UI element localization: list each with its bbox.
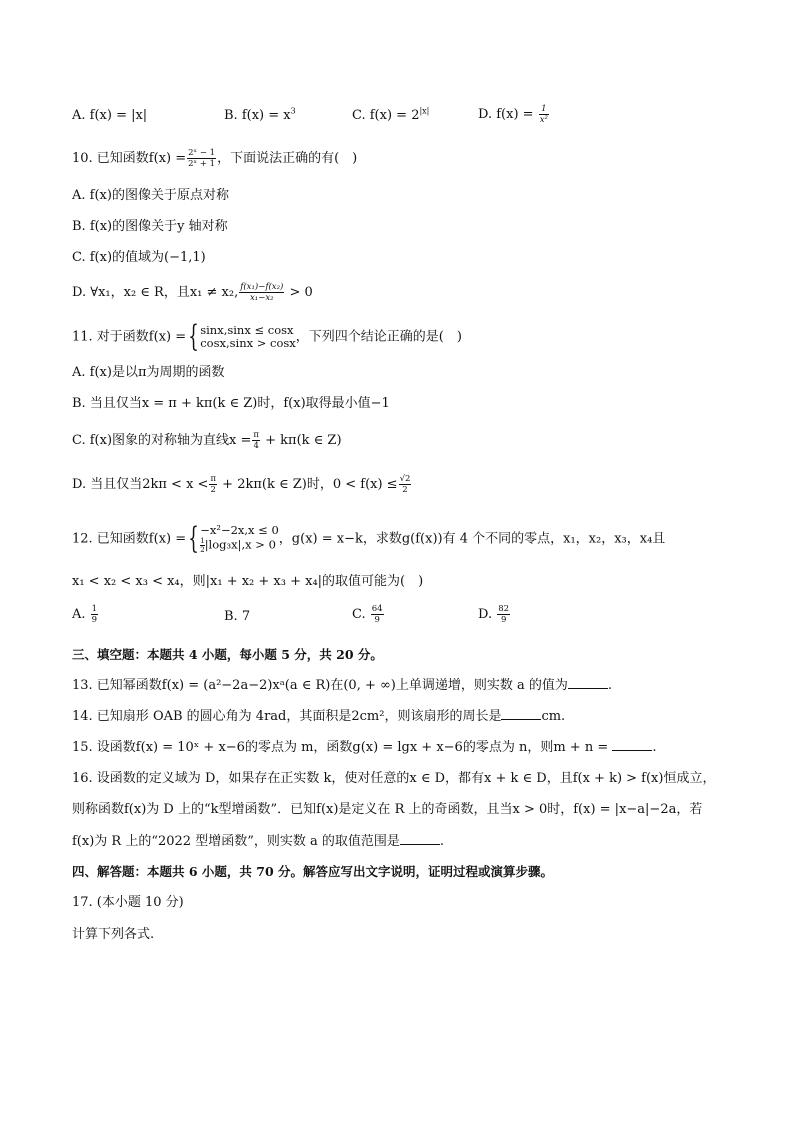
q11-stem-post: ，下列四个结论正确的是( ) xyxy=(295,329,462,345)
q10-option-a: A. f(x)的图像关于原点对称 xyxy=(72,188,229,203)
q12-piecewise xyxy=(200,524,279,554)
fraction-numerator: 64 xyxy=(371,604,383,614)
q9-option-b xyxy=(224,108,296,123)
q16-line1: 16. 设函数的定义域为 D，如果存在正实数 k，使对任意的x ∈ D，都有x + k ∈ D，且f(x + k) > f(x)恒成立， xyxy=(72,771,716,786)
option-label: A. xyxy=(72,607,86,622)
q10-fraction xyxy=(187,148,216,169)
q11-option-d-fraction2 xyxy=(399,474,412,495)
q9-option-c xyxy=(352,108,429,123)
option-label: C. xyxy=(352,607,366,622)
fraction-numerator: π xyxy=(210,474,217,484)
fraction-numerator: 82 xyxy=(498,604,510,614)
q10-stem xyxy=(72,148,357,169)
q9-option-c-exponent: |x| xyxy=(419,106,430,116)
q9-option-d-fraction xyxy=(539,104,549,125)
q11-option-d-fraction xyxy=(209,474,217,495)
fraction-numerator: 2ˣ − 1 xyxy=(188,148,216,158)
q12-option-a-fraction xyxy=(91,604,98,625)
q11-option-c-post: + kπ(k ∈ Z) xyxy=(265,433,342,448)
q9-option-a xyxy=(72,108,147,123)
q12-option-b: B. 7 xyxy=(224,609,251,624)
q16-line2: 则称函数f(x)为 D 上的“k型增函数”．已知f(x)是定义在 R 上的奇函数，且当x > 0时，f(x) = |x−a|−2a，若 xyxy=(72,802,703,817)
answer-blank[interactable] xyxy=(400,832,440,845)
q9-option-b-text: B. f(x) = x xyxy=(224,108,291,123)
q11-piecewise xyxy=(200,324,296,350)
q10-option-b: B. f(x)的图像关于y 轴对称 xyxy=(72,219,228,234)
q10-option-d-pre: D. ∀x₁，x₂ ∈ R，且x₁ ≠ x₂, xyxy=(72,285,239,300)
q16-line3 xyxy=(72,832,444,851)
q9-option-b-exponent: 3 xyxy=(290,106,296,116)
fraction-denominator: 2ˣ + 1 xyxy=(188,159,216,169)
q11-option-b: B. 当且仅当x = π + kπ(k ∈ Z)时，f(x)取得最小值−1 xyxy=(72,396,390,411)
section-solution-heading: 四、解答题：本题共 6 小题，共 70 分。解答应写出文字说明，证明过程或演算步骤。 xyxy=(72,864,554,879)
q11-option-c-pre: C. f(x)图象的对称轴为直线x = xyxy=(72,433,252,448)
q10-option-d xyxy=(72,282,313,303)
q14 xyxy=(72,707,565,726)
piecewise-row-text: |log₃x|,x > 0 xyxy=(204,537,276,552)
q12-stem-pre: 12. 已知函数f(x) = xyxy=(72,531,187,547)
q12-option-d-fraction xyxy=(497,604,510,625)
q15-post: . xyxy=(652,740,657,755)
answer-blank[interactable] xyxy=(568,676,608,689)
q9-option-d-text: D. f(x) = xyxy=(478,107,534,122)
q12-stem-line2: x₁ < x₂ < x₃ < x₄，则|x₁ + x₂ + x₃ + x₄|的取值可能为( ) xyxy=(72,574,424,589)
q11-stem xyxy=(72,319,462,354)
q9-option-a-text: A. f(x) = |x| xyxy=(72,108,148,123)
q11-option-d-pre: D. 当且仅当2kπ < x < xyxy=(72,477,209,492)
q14-post: cm. xyxy=(541,709,566,724)
q9-option-c-text: C. f(x) = 2 xyxy=(352,108,420,123)
q17-title: 17. (本小题 10 分) xyxy=(72,895,184,910)
q12-option-d xyxy=(478,604,511,625)
q11-option-c-fraction xyxy=(252,430,260,451)
fraction-numerator: f(x₁)−f(x₂) xyxy=(240,282,284,292)
fraction-denominator: 9 xyxy=(91,615,98,625)
q12-stem xyxy=(72,521,666,556)
q16-line3-text: f(x)为 R 上的“2022 型增函数”，则实数 a 的取值范围是 xyxy=(72,834,400,849)
answer-blank[interactable] xyxy=(501,707,541,720)
fraction-numerator: √2 xyxy=(399,474,411,484)
q12-option-c xyxy=(352,604,385,625)
fraction-numerator: 1 xyxy=(91,604,98,614)
q10-stem-pre: 10. 已知函数f(x) = xyxy=(72,151,187,166)
q12-option-a xyxy=(72,604,99,625)
left-brace-icon: { xyxy=(188,521,199,556)
fraction-denominator: 2 xyxy=(200,546,205,554)
q11-stem-pre: 11. 对于函数f(x) = xyxy=(72,329,187,345)
fraction-denominator: 2 xyxy=(210,485,216,495)
section-fill-in-heading: 三、填空题：本题共 4 小题，每小题 5 分，共 20 分。 xyxy=(72,647,383,662)
piecewise-row: sinx,sinx ≤ cosx xyxy=(200,323,294,337)
fraction-denominator: 9 xyxy=(500,615,507,625)
piecewise-row: −x²−2x,x ≤ 0 xyxy=(200,523,279,537)
q10-option-d-post: > 0 xyxy=(289,285,313,300)
q14-text: 14. 已知扇形 OAB 的圆心角为 4rad，其面积是2cm²，则该扇形的周长是 xyxy=(72,709,502,724)
q10-option-d-fraction xyxy=(239,282,284,303)
q16-line3-post: . xyxy=(439,834,445,849)
fraction-numerator: 1 xyxy=(539,104,549,115)
fraction-denominator: 4 xyxy=(253,441,259,451)
q12-option-c-fraction xyxy=(371,604,384,625)
q13-post: . xyxy=(607,678,613,693)
q10-option-c: C. f(x)的值域为(−1,1) xyxy=(72,250,206,265)
q12-stem-post: ，g(x) = x−k，求数g(f(x))有 4 个不同的零点，x₁，x₂，x₃，x₄且 xyxy=(278,531,666,547)
q11-option-c xyxy=(72,430,342,451)
q15 xyxy=(72,738,657,757)
q15-text: 15. 设函数f(x) = 10ˣ + x−6的零点为 m，函数g(x) = lgx + x−6的零点为 n，则m + n = xyxy=(72,740,609,755)
option-label: D. xyxy=(478,607,493,622)
q9-option-d xyxy=(478,104,550,125)
fraction-numerator: π xyxy=(253,430,259,440)
fraction-numerator: 1 xyxy=(200,537,205,545)
fraction-denominator: x₁−x₂ xyxy=(250,293,274,303)
q13 xyxy=(72,676,612,695)
fraction-denominator: 9 xyxy=(374,615,380,625)
fraction-denominator: x² xyxy=(539,115,548,125)
q13-text: 13. 已知幂函数f(x) = (a²−2a−2)xᵃ(a ∈ R)在(0, + ∞)上单调递增，则实数 a 的值为 xyxy=(72,678,568,693)
left-brace-icon: { xyxy=(188,319,199,354)
fraction-denominator: 2 xyxy=(402,485,408,495)
q11-option-a: A. f(x)是以π为周期的函数 xyxy=(72,365,225,380)
answer-blank[interactable] xyxy=(612,738,652,751)
q10-stem-post: ，下面说法正确的有( ) xyxy=(217,151,358,166)
q11-option-d-mid: + 2kπ(k ∈ Z)时，0 < f(x) ≤ xyxy=(222,477,398,492)
q11-option-d xyxy=(72,474,412,495)
piecewise-row: cosx,sinx > cosx xyxy=(200,336,296,350)
piecewise-row xyxy=(200,537,279,554)
q17-body: 计算下列各式. xyxy=(72,927,155,942)
